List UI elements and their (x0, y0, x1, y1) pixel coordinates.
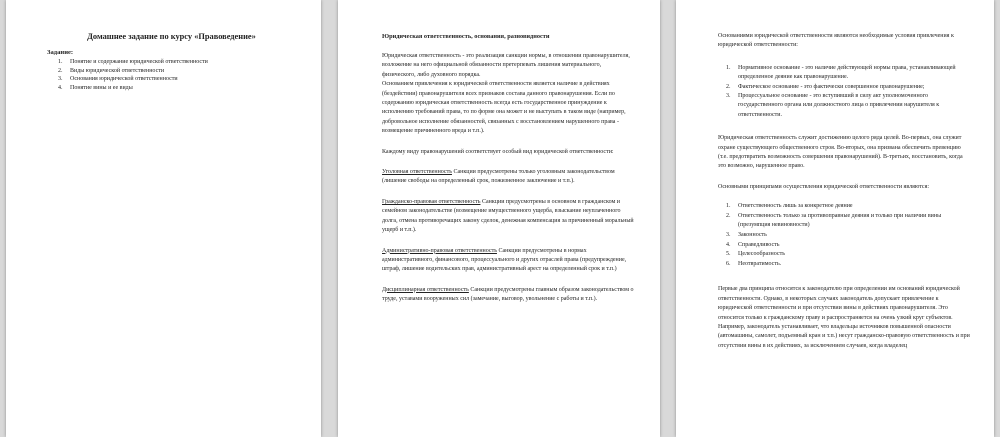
list-number: 3. (726, 232, 731, 239)
list-item (718, 83, 972, 92)
list-item (50, 67, 293, 76)
list-item (50, 84, 293, 93)
paragraph-grounds: Основанием привлечения к юридической ответственности является наличие в действиях (бездействии) правонарушителя всех признаков состава данного правонарушения. Если по содержанию юридическая ответственность всегда есть государственное принуждение к исполнению требований права, то по форме она может и не выступать в таком виде (например, добровольное исполнение обязанностей, связанных с восстановлением нарушенного права - возмещение причиненного вреда и т.п.). (382, 81, 626, 135)
list-number: 1. (726, 203, 731, 210)
list-number: 3. (726, 93, 731, 100)
paragraph-definition: Юридическая ответственность - это реализация санкции нормы, в отношении правонарушителя, возложение на него официальной обязанности претерпевать лишения материального, физического, либо духовного порядка. (382, 53, 630, 78)
list-item (718, 241, 972, 251)
paragraph-administrative-liability (382, 247, 636, 275)
list-item (718, 212, 972, 231)
document-page-2 (338, 0, 660, 437)
paragraph-kinds-intro: Каждому виду правонарушений соответствует особый вид юридической ответственности: (382, 148, 614, 155)
task-label: Задание: (47, 49, 74, 56)
list-item-text: Нормативное основание - это наличие действующей нормы права, устанавливающей определенное деяние как правонарушение. (738, 64, 956, 81)
list-item (718, 260, 972, 270)
list-item (50, 75, 293, 84)
list-item-text: Понятие вины и ее виды (70, 84, 133, 91)
list-item (718, 64, 972, 83)
list-item-text: Законность (738, 232, 767, 239)
principles-list (718, 202, 972, 269)
list-item (718, 250, 972, 260)
paragraph-principles-intro: Основными принципами осуществления юридической ответственности являются: (718, 183, 930, 190)
list-item-text: Целесообразность (738, 251, 785, 258)
list-item-text: Ответственность лишь за конкретное деяние (738, 203, 853, 210)
list-item-text: Процессуальное основание - это вступивший в силу акт уполномоченного государственного органа или должностного лица о привлечении нарушителя к ответственности. (738, 93, 940, 118)
list-number: 4. (726, 241, 731, 248)
term-criminal: Уголовная ответственность (382, 169, 452, 176)
list-number: 2. (726, 212, 731, 219)
term-description: Санкции предусмотрены только уголовным законодательством (лишение свободы на определенный срок, пожизненное заключение и т.п.). (382, 169, 615, 185)
paragraph-civil-liability (382, 198, 636, 236)
list-number: 1. (726, 64, 731, 71)
list-item-text: Ответственность только за противоправные деяния и только при наличии вины (презумпция невиновности) (738, 212, 942, 229)
list-number: 1. (58, 59, 63, 65)
term-disciplinary: Дисциплинарная ответственность (382, 286, 469, 293)
list-item-text: Основания юридической ответственности (70, 76, 178, 83)
list-item-text: Справедливость (738, 241, 780, 248)
list-number: 6. (726, 260, 731, 267)
list-number: 2. (58, 67, 63, 74)
term-description: Санкции предусмотрены главным образом законодательством о труде, уставами вооруженных сил (замечание, выговор, увольнение с работы и т.п.). (382, 286, 634, 303)
list-number: 2. (726, 83, 731, 90)
list-number: 3. (58, 76, 63, 83)
list-item-text: Фактическое основание - это фактически совершенное правонарушение; (738, 83, 925, 90)
list-number: 5. (726, 251, 731, 258)
paragraph-conditions-intro: Основаниями юридической ответственности являются необходимые условия привлечения к юридической ответственности: (718, 33, 954, 49)
section-heading: Юридическая ответственность, основания, разновидности (382, 33, 550, 40)
document-page-1 (6, 0, 321, 437)
document-page-3 (676, 0, 994, 437)
document-title: Домашнее задание по курсу «Правоведение» (87, 32, 256, 41)
paragraph-closing: Первые два принципа относятся к законодателю при определении им оснований юридической ответственности. Однако, в некоторых случаях законодатель допускает привлечение к юридической ответственности и при отсутствии вины в действиях правонарушителя. Это относится только к гражданскому праву и распространяется на очень узкий круг субъектов. Например, законодатель устанавливает, что владельцы источников повышенной опасности (автомашины, самолет, подъемный кран и т.п.) несут гражданско-правовую ответственность и при отсутствии вины в их действиях, за исключением случаев, когда владелец (718, 286, 970, 349)
paragraph-disciplinary-liability (382, 286, 636, 305)
term-administrative: Административно-правовая ответственность (382, 247, 497, 254)
paragraph-purposes: Юридическая ответственность служит достижению целого ряда целей. Во-первых, она служит охране существующего общественного строя. Во-вторых, она призвана обеспечить превенцию (т.е. предотвратить возможность совершения правонарушений). В-третьих, восстановить, когда это возможно, нарушенное право. (718, 135, 963, 170)
list-item (718, 92, 972, 120)
list-item-text: Неотвратимость. (738, 260, 782, 267)
paragraph-criminal-liability (382, 168, 636, 187)
task-list (50, 58, 293, 92)
term-description: Санкции предусмотрены в нормах административного, финансового, процессуального и других отраслей права (предупреждение, штраф, лишение водительских прав, административный арест на определенный срок и т.п.) (382, 247, 627, 273)
list-item (718, 202, 972, 212)
list-item (50, 58, 293, 67)
list-number: 4. (58, 84, 63, 91)
term-description: Санкции предусмотрены в основном в гражданском и семейном законодательстве (возмещение имущественного ущерба, взыскание неуплаченного долга, отмена противоречащих закону сделок, денежная компенсация за причиненный моральный ущерб и т.п.). (382, 198, 634, 234)
list-item (718, 231, 972, 241)
list-item-text: Виды юридической ответственности (70, 67, 165, 74)
list-item-text: Понятие и содержание юридической ответственности (70, 59, 208, 65)
term-civil: Гражданско-правовая ответственность (382, 198, 481, 205)
conditions-list (718, 64, 972, 120)
